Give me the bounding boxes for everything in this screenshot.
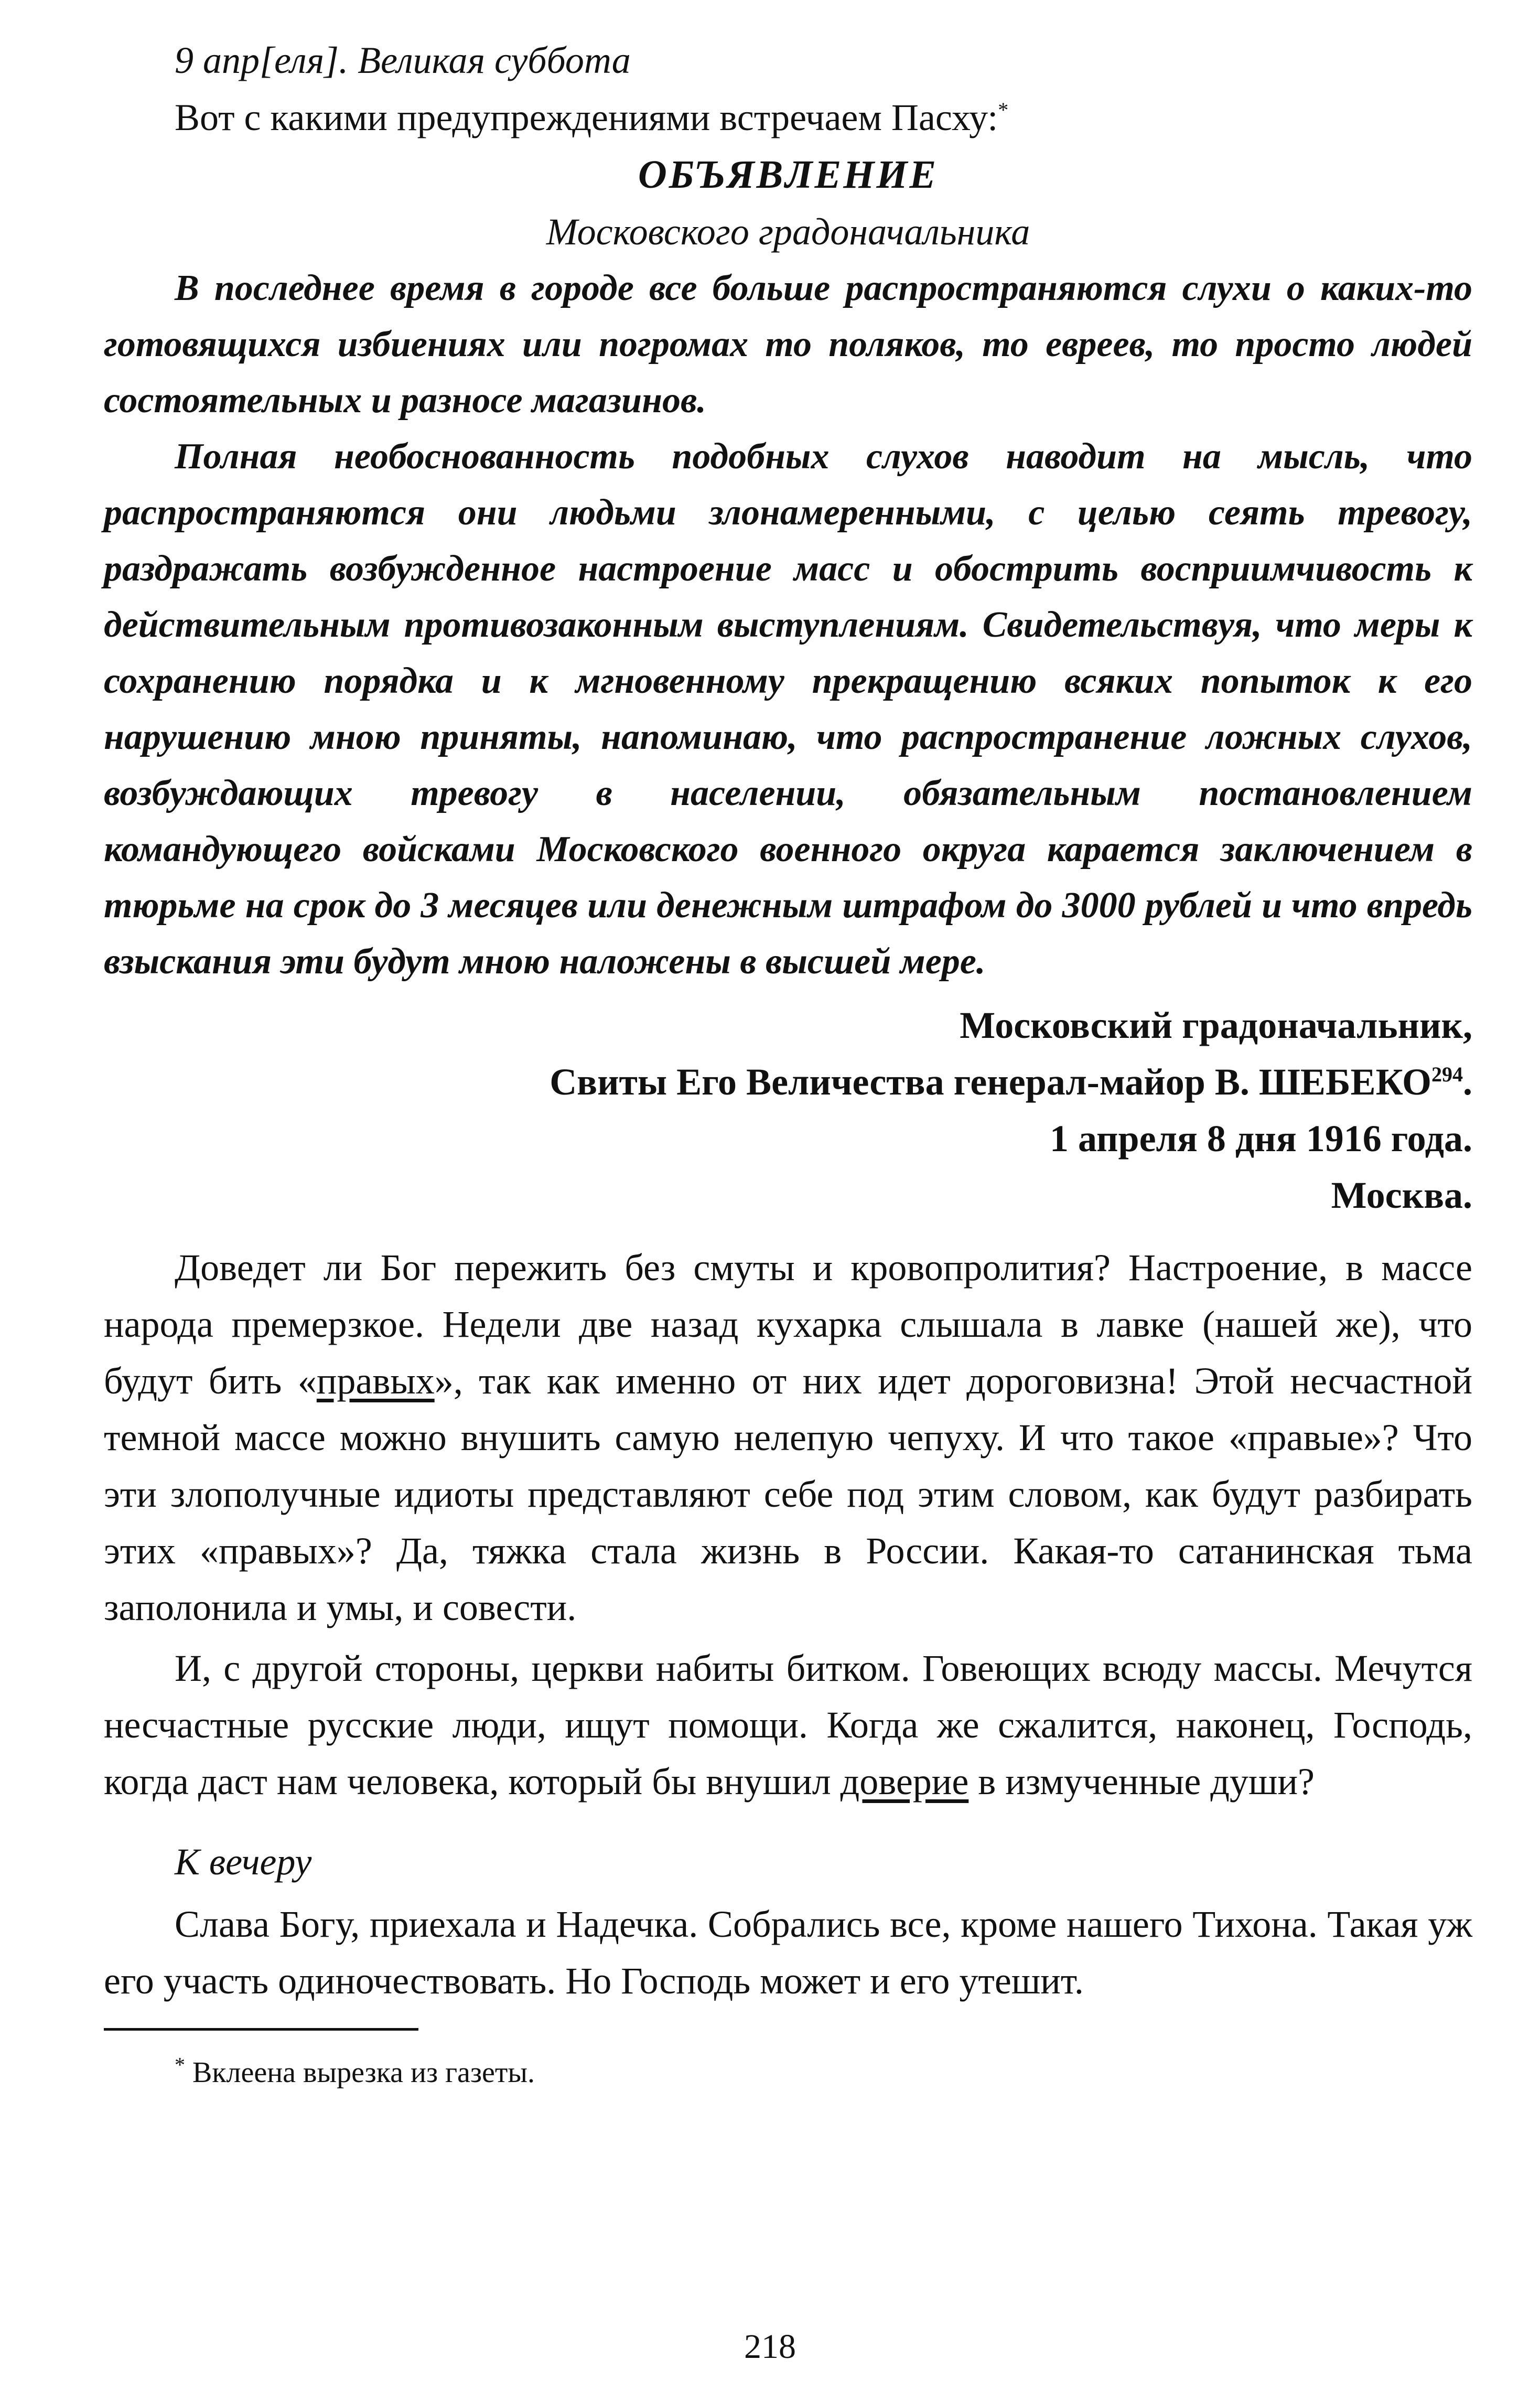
intro-text: Вот с какими предупреждениями встречаем Пасху: <box>175 96 998 138</box>
page-body <box>104 31 1472 2094</box>
diary-paragraph-2 <box>104 1640 1472 1810</box>
entry-date-heading: 9 апр[еля]. Великая суббота <box>175 39 631 81</box>
intro-line <box>104 89 1472 146</box>
announcement-paragraph-1: В последнее время в городе все больше распространяются слухи о каких-то готовящихся избиениях или погромах то поляков, то евреев, то просто людей состоятельных и разносе магазинов. <box>104 268 1472 421</box>
signature-line-1: Московский градоначальник, <box>960 1004 1472 1046</box>
diary-paragraph-1-a: Доведет ли Бог пережить без смуты и кровопролития? Настроение, в массе народа премерзкое. Недели две назад кухарка слышала в лавке (нашей же), что будут бить « <box>104 1247 1472 1402</box>
signature-line-2 <box>104 1054 1472 1110</box>
diary-paragraph-3: Слава Богу, приехала и Надечка. Собрались все, кроме нашего Тихона. Такая уж его участь одиночествовать. Но Господь может и его утешит. <box>104 1903 1472 2002</box>
underlined-word-pravykh: правых <box>316 1360 435 1402</box>
footnote-mark: * <box>175 2053 185 2077</box>
diary-paragraph-2-a: И, с другой стороны, церкви набиты битком. Говеющих всюду массы. Мечутся несчастные русские люди, ищут помощи. Когда же сжалится, наконец, Господь, когда даст нам человека, который бы внушил <box>104 1647 1472 1803</box>
spacer <box>104 1224 1472 1239</box>
signature-block <box>104 997 1472 1224</box>
announcement-paragraph-2: Полная необоснованность подобных слухов наводит на мысль, что распространяются они людьми злонамеренными, с целью сеять тревогу, раздражать возбужденное настроение масс и обострить восприимчивость к действительным противозаконным выступлениям. Свидетельствуя, что меры к сохранению порядка и к мгновенному прекращению всяких попыток к его нарушению мною приняты, напоминаю, что распространение ложных слухов, возбуждающих тревогу в населении, обязательным постановлением командующего войсками Московского военного округа карается заключением в тюрьме на срок до 3 месяцев или денежным штрафом до 3000 рублей и что впредь взыскания эти будут мною наложены в высшей мере. <box>104 436 1472 982</box>
page-number: 218 <box>744 2327 796 2366</box>
announcement-title: ОБЪЯВЛЕНИЕ <box>638 153 939 197</box>
footnote-text: Вклеена вырезка из газеты. <box>192 2056 535 2089</box>
signature-place: Москва. <box>1331 1174 1472 1216</box>
signature-date: 1 апреля 8 дня 1916 года. <box>1050 1118 1472 1160</box>
underlined-word-doverie: доверие <box>840 1761 969 1803</box>
diary-paragraph-1 <box>104 1239 1472 1636</box>
announcement-subtitle: Московского градоначальника <box>546 211 1030 253</box>
footnote-divider <box>104 2028 418 2031</box>
diary-paragraph-1-b: », так как именно от них идет дороговизна! Этой несчастной темной массе можно внушить самую нелепую чепуху. И что такое «правые»? Что эти злополучные идиоты представляют себе под этим словом, как будут разбирать этих «правых»? Да, тяжка стала жизнь в России. Какая-то сатанинская тьма заполонила и умы, и совести. <box>104 1360 1472 1628</box>
signature-name: Свиты Его Величества генерал-майор В. ШЕБЕКО <box>550 1061 1431 1103</box>
endnote-reference: 294 <box>1431 1063 1463 1086</box>
spacer <box>104 1810 1472 1833</box>
diary-paragraph-2-b: в измученные души? <box>968 1761 1315 1803</box>
signature-line-2-end: . <box>1463 1061 1472 1103</box>
footnote <box>104 2052 1472 2094</box>
evening-heading: К вечеру <box>175 1841 312 1883</box>
footnote-reference-mark: * <box>998 98 1009 122</box>
